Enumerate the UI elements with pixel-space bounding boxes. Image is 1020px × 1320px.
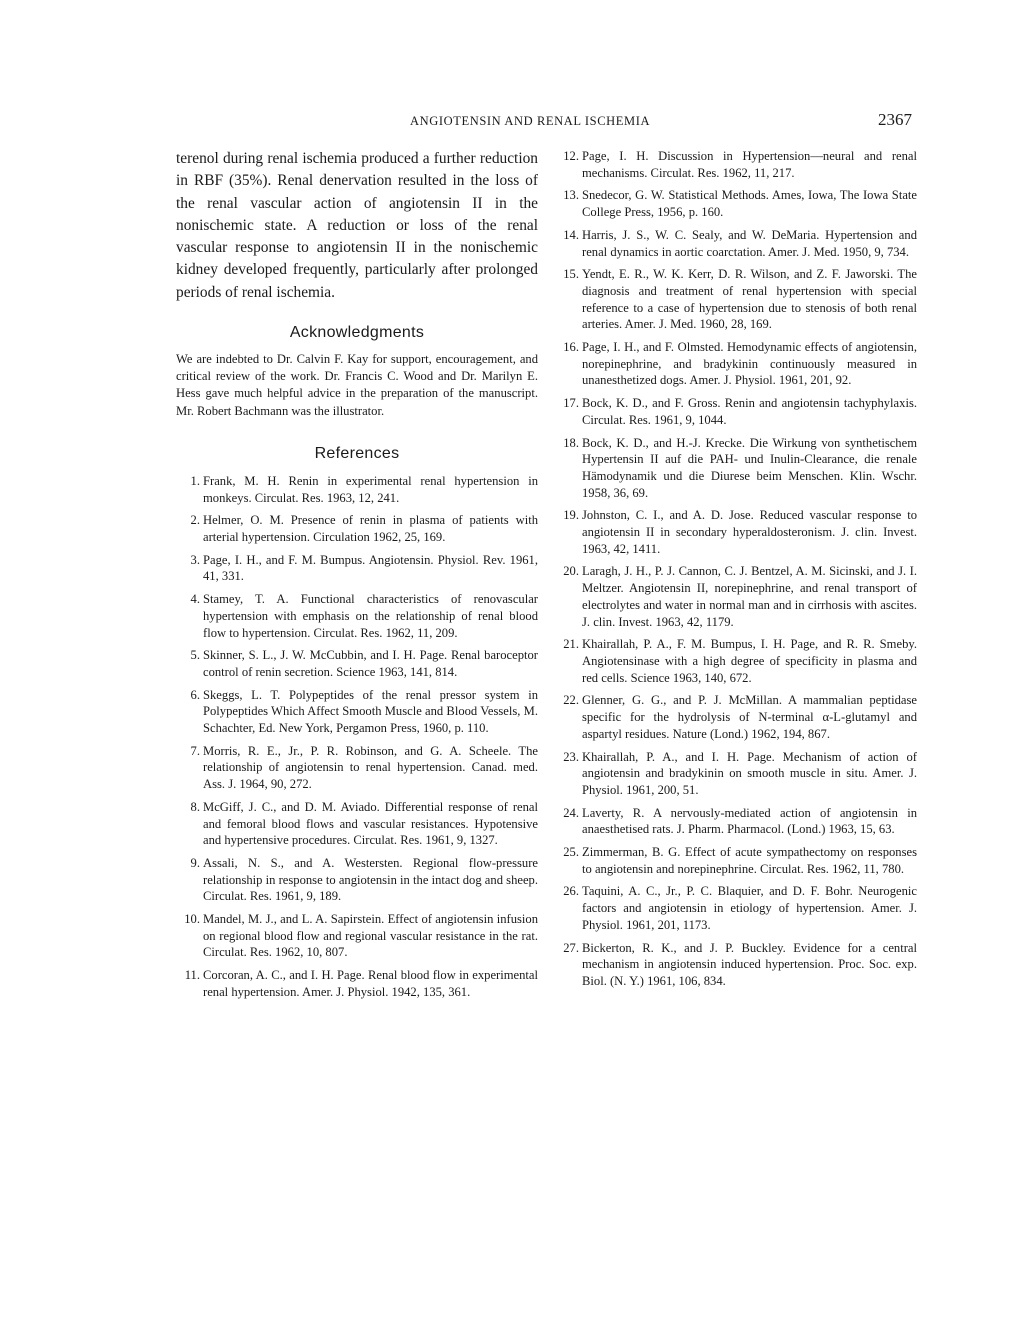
reference-text: Harris, J. S., W. C. Sealy, and W. DeMaria. Hypertension and renal dynamics in aortic coarctation. Amer. J. Med. 1950, 9, 734. xyxy=(582,227,917,259)
reference-number: 7 . xyxy=(176,743,200,760)
right-column xyxy=(555,148,917,996)
reference-text: Johnston, C. I., and A. D. Jose. Reduced vascular response to angiotensin II in secondary hyperaldosteronism. J. clin. Invest. 1963, 42, 1411. xyxy=(582,508,917,556)
reference-number: 17 . xyxy=(555,395,579,412)
acknowledgments-heading: Acknowledgments xyxy=(289,324,425,342)
reference-number: 14 . xyxy=(555,227,579,244)
reference-text: Page, I. H. Discussion in Hypertension—neural and renal mechanisms. Circulat. Res. 1962, 11, 217. xyxy=(582,149,917,180)
reference-text: Laverty, R. A nervously-mediated action of angiotensin in anaesthetised rats. J. Pharm. Pharmacol. (Lond.) 1963, 15, 63. xyxy=(582,805,917,837)
reference-number: 20 . xyxy=(555,563,579,580)
reference-text: Stamey, T. A. Functional characteristics of renovascular hypertension with emphasis on the relationship of renal blood flow to hypertension. Circulat. Res. 1962, 11, 209. xyxy=(203,592,538,640)
reference-number: 24 . xyxy=(555,805,579,822)
reference-item xyxy=(555,266,917,333)
reference-item xyxy=(176,911,538,961)
reference-item xyxy=(555,749,917,799)
reference-item xyxy=(176,552,538,585)
reference-text: Bickerton, R. K., and J. P. Buckley. Evidence for a central mechanism in angiotensin induced hypertension. Proc. Soc. exp. Biol. (N. Y.) 1961, 106, 834. xyxy=(582,940,917,988)
reference-item xyxy=(176,687,538,737)
reference-number: 5 . xyxy=(176,647,200,664)
reference-text: Glenner, G. G., and P. J. McMillan. A mammalian peptidase specific for the hydrolysis of N-terminal α-L-glutamyl and aspartyl residues. Nature (Lond.) 1962, 194, 867. xyxy=(582,693,917,741)
reference-text: McGiff, J. C., and D. M. Aviado. Differential response of renal and femoral blood flows and vascular resistances. Hypotensive and hypertensive procedures. Circulat. Res. 1961, 9, 1327. xyxy=(203,799,538,848)
reference-text: Snedecor, G. W. Statistical Methods. Ames, Iowa, The Iowa State College Press, 1956, p. 160. xyxy=(582,188,917,220)
reference-text: Zimmerman, B. G. Effect of acute sympathectomy on responses to angiotensin and norepinephrine. Circulat. Res. 1962, 11, 780. xyxy=(582,845,917,876)
reference-item xyxy=(176,591,538,641)
reference-text: Taquini, A. C., Jr., P. C. Blaquier, and D. F. Bohr. Neurogenic factors and angiotensin in etiology of hypertension. Amer. J. Physiol. 1961, 201, 1173. xyxy=(582,884,917,932)
reference-list-right xyxy=(555,148,917,990)
reference-item xyxy=(555,563,917,630)
reference-item xyxy=(555,227,917,260)
reference-item xyxy=(555,844,917,877)
reference-number: 10 . xyxy=(176,911,200,928)
reference-text: Assali, N. S., and A. Westersten. Regional flow-pressure relationship in response to angiotensin in the intact dog and sheep. Circulat. Res. 1961, 9, 189. xyxy=(203,855,538,904)
reference-text: Frank, M. H. Renin in experimental renal hypertension in monkeys. Circulat. Res. 1963, 12, 241. xyxy=(203,473,538,505)
page-number: 2367 xyxy=(878,110,912,129)
reference-item xyxy=(176,967,538,1000)
reference-number: 9 . xyxy=(176,855,200,872)
reference-number: 11 . xyxy=(176,967,200,984)
reference-list-left xyxy=(176,473,538,1001)
reference-item xyxy=(176,647,538,680)
reference-text: Helmer, O. M. Presence of renin in plasma of patients with arterial hypertension. Circulation 1962, 25, 169. xyxy=(203,513,538,544)
reference-item xyxy=(555,187,917,220)
reference-item xyxy=(555,940,917,990)
reference-number: 12 . xyxy=(555,148,579,165)
reference-text: Page, I. H., and F. M. Bumpus. Angiotensin. Physiol. Rev. 1961, 41, 331. xyxy=(203,552,538,584)
continuation-paragraph: terenol during renal ischemia produced a further reduction in RBF (35%). Renal denervation resulted in the loss of the renal vascular action of angiotensin II in the nonischemic state. A reduction or loss of the renal vascular response to angiotensin II in the nonischemic kidney developed frequently, particularly after prolonged periods of renal ischemia. xyxy=(176,150,538,301)
reference-number: 22 . xyxy=(555,692,579,709)
reference-text: Page, I. H., and F. Olmsted. Hemodynamic effects of angiotensin, norepinephrine, and bradykinin continuously measured in unanesthetized dogs. Amer. J. Physiol. 1961, 201, 92. xyxy=(582,340,917,388)
reference-number: 23 . xyxy=(555,749,579,766)
references-heading: References xyxy=(314,444,400,462)
reference-item xyxy=(555,435,917,502)
reference-item xyxy=(176,473,538,506)
reference-text: Skinner, S. L., J. W. McCubbin, and I. H. Page. Renal baroceptor control of renin secretion. Science 1963, 141, 814. xyxy=(203,648,538,679)
reference-item xyxy=(555,507,917,557)
reference-item xyxy=(555,692,917,742)
reference-number: 6 . xyxy=(176,687,200,704)
reference-number: 8 . xyxy=(176,799,200,816)
reference-number: 18 . xyxy=(555,435,579,452)
reference-item xyxy=(555,636,917,686)
reference-text: Laragh, J. H., P. J. Cannon, C. J. Bentzel, A. M. Sicinski, and J. I. Meltzer. Angiotensin II, norepinephrine, and renal transport of electrolytes and water in normal man and in cirrhosis with ascites. J. clin. Invest. 1963, 42, 1179. xyxy=(582,564,917,629)
acknowledgments-text: We are indebted to Dr. Calvin F. Kay for support, encouragement, and critical review of the work. Dr. Francis C. Wood and Dr. Marilyn E. Hess gave much helpful advice in the preparation of the manuscript. Mr. Robert Bachmann was the illustrator. xyxy=(176,352,538,418)
reference-text: Skeggs, L. T. Polypeptides of the renal pressor system in Polypeptides Which Affect Smooth Muscle and Blood Vessels, M. Schachter, Ed. New York, Pergamon Press, 1960, p. 110. xyxy=(203,687,538,736)
reference-item xyxy=(555,339,917,389)
reference-number: 3 . xyxy=(176,552,200,569)
reference-item xyxy=(555,805,917,838)
reference-number: 15 . xyxy=(555,266,579,283)
reference-item xyxy=(176,743,538,793)
reference-text: Bock, K. D., and F. Gross. Renin and angiotensin tachyphylaxis. Circulat. Res. 1961, 9, 1044. xyxy=(582,396,917,427)
reference-text: Yendt, E. R., W. K. Kerr, D. R. Wilson, and Z. F. Jaworski. The diagnosis and treatment of renal hypertension with special reference to a case of hypertension due to stenosis of both renal arteries. Amer. J. Med. 1960, 28, 169. xyxy=(582,267,917,332)
reference-number: 25 . xyxy=(555,844,579,861)
reference-number: 2 . xyxy=(176,512,200,529)
reference-number: 21 . xyxy=(555,636,579,653)
reference-item xyxy=(176,512,538,545)
reference-text: Morris, R. E., Jr., P. R. Robinson, and G. A. Scheele. The relationship of angiotensin to renal hypertension. Canad. med. Ass. J. 1964, 90, 272. xyxy=(203,743,538,792)
reference-item xyxy=(555,883,917,933)
reference-number: 13 . xyxy=(555,187,579,204)
left-column xyxy=(176,148,538,1007)
reference-text: Corcoran, A. C., and I. H. Page. Renal blood flow in experimental renal hypertension. Amer. J. Physiol. 1942, 135, 361. xyxy=(203,968,538,999)
reference-number: 4 . xyxy=(176,591,200,608)
reference-number: 27 . xyxy=(555,940,579,957)
reference-item xyxy=(176,799,538,849)
reference-item xyxy=(176,855,538,905)
reference-number: 19 . xyxy=(555,507,579,524)
running-head: ANGIOTENSIN AND RENAL ISCHEMIA xyxy=(410,114,651,128)
reference-text: Khairallah, P. A., and I. H. Page. Mechanism of action of angiotensin and bradykinin on smooth muscle in situ. Amer. J. Physiol. 1961, 200, 51. xyxy=(582,749,917,797)
reference-item xyxy=(555,148,917,181)
reference-text: Khairallah, P. A., F. M. Bumpus, I. H. Page, and R. R. Smeby. Angiotensinase with a high degree of specificity in plasma and red cells. Science 1963, 140, 672. xyxy=(582,637,917,685)
reference-number: 1 . xyxy=(176,473,200,490)
reference-text: Mandel, M. J., and L. A. Sapirstein. Effect of angiotensin infusion on regional blood flow and regional vascular resistance in the rat. Circulat. Res. 1962, 10, 807. xyxy=(203,912,538,960)
reference-number: 26 . xyxy=(555,883,579,900)
reference-item xyxy=(555,395,917,428)
reference-text: Bock, K. D., and H.-J. Krecke. Die Wirkung von synthetischem Hypertensin II auf die PAH- und Inulin-Clearance, die renale Hämodynamik und die Diurese beim Menschen. Klin. Wschr. 1958, 36, 69. xyxy=(582,435,917,500)
reference-number: 16 . xyxy=(555,339,579,356)
